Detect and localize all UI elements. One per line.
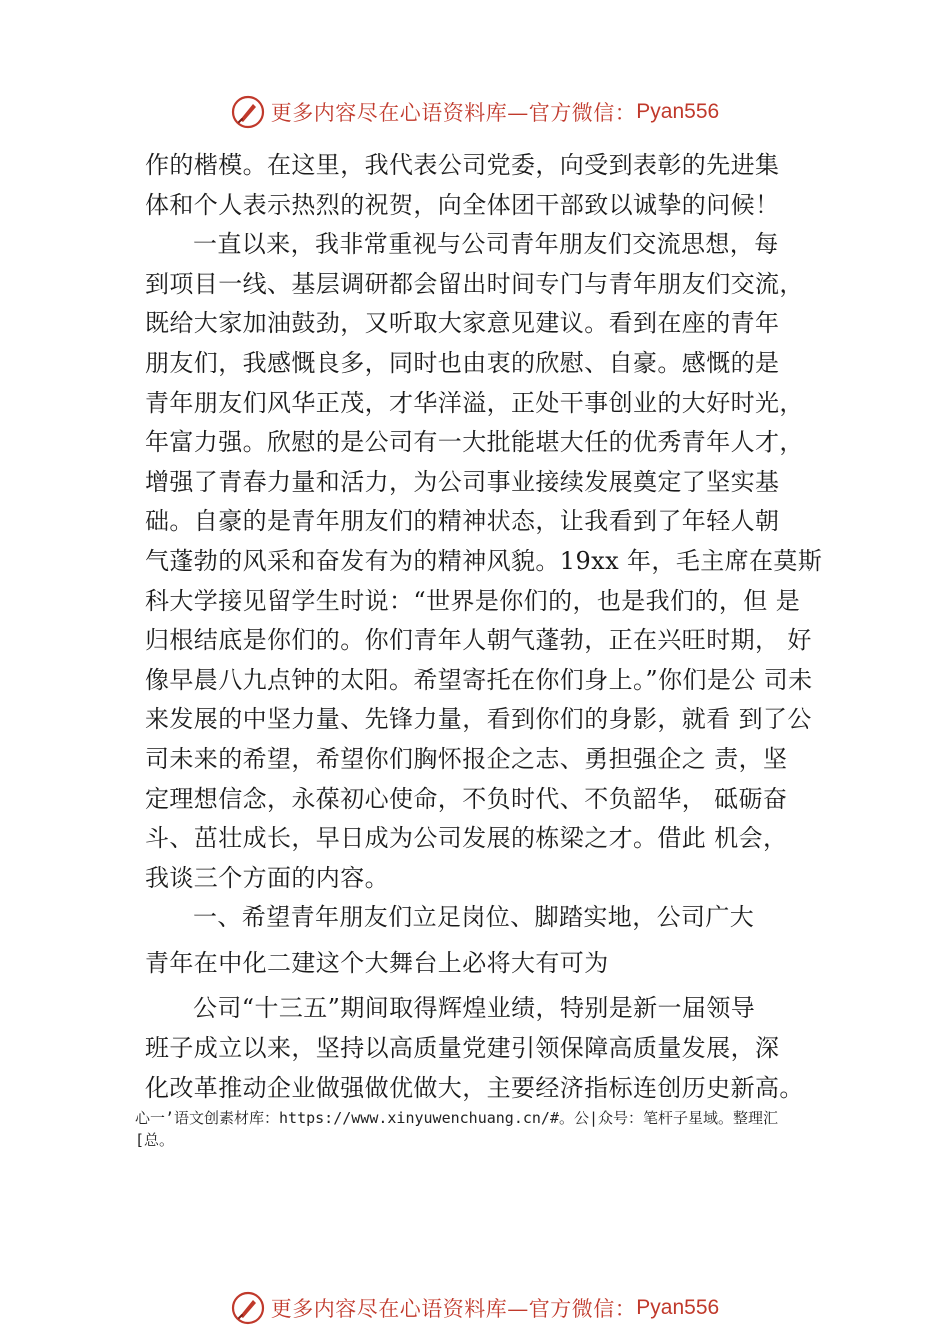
text-line: 定理想信念，永葆初心使命，不负时代、不负韶华， 砥砺奋 (145, 784, 788, 813)
text-line: 司未来的希望，希望你们胸怀报企之志、勇担强企之 责，坚 (145, 744, 788, 773)
text-line: 科大学接见留学生时说：“世界是你们的，也是我们的，但 是 (145, 586, 801, 615)
section-heading-line: 青年在中化二建这个大舞台上必将大有可为 (145, 948, 609, 977)
watermark-text: 更多内容尽在心语资料库—官方微信： (270, 1297, 637, 1321)
quill-pen-logo-icon (231, 1291, 265, 1325)
text-line: 增强了青春力量和活力，为公司事业接续发展奠定了坚实基 (145, 467, 780, 496)
text-line: 既给大家加油鼓劲，又听取大家意见建议。看到在座的青年 (145, 309, 780, 338)
text-line: 像早晨八九点钟的太阳。希望寄托在你们身上。”你们是公 司未 (145, 665, 813, 694)
text-line: 朋友们，我感慨良多，同时也由衷的欣慰、自豪。感慨的是 (145, 348, 780, 377)
section-heading-line: 一、希望青年朋友们立足岗位、脚踏实地，公司广大 (193, 903, 755, 932)
text-line: 础。自豪的是青年朋友们的精神状态，让我看到了年轻人朝 (145, 507, 780, 536)
text-line: 青年朋友们风华正茂，才华洋溢，正处干事创业的大好时光， (145, 388, 804, 417)
text-line: 归根结底是你们的。你们青年人朝气蓬勃，正在兴旺时期， 好 (145, 626, 812, 655)
header-watermark-banner (0, 92, 950, 132)
text-line: 化改革推动企业做强做优做大，主要经济指标连创历史新高。 (145, 1073, 804, 1102)
source-note (135, 1107, 835, 1151)
text-line: 到项目一线、基层调研都会留出时间专门与青年朋友们交流， (145, 269, 804, 298)
document-body (145, 146, 835, 1108)
source-note-line: [总。 (135, 1131, 175, 1149)
text-line: 班子成立以来，坚持以高质量党建引领保障高质量发展，深 (145, 1034, 780, 1063)
text-line: 气蓬勃的风采和奋发有为的精神风貌。19xx 年，毛主席在莫斯 (145, 546, 823, 575)
watermark-wechat-id: Pyan556 (636, 1296, 720, 1319)
text-line: 我谈三个方面的内容。 (145, 863, 389, 892)
watermark-text: 更多内容尽在心语资料库—官方微信： (270, 101, 637, 125)
paragraph-start-line: 公司“十三五”期间取得辉煌业绩，特别是新一届领导 (193, 994, 756, 1023)
source-note-line: 心一’语文创素材库：https://www.xinyuwenchuang.cn/#。公|众号：笔杆子星域。整理汇 (135, 1109, 779, 1127)
quill-pen-logo-icon (231, 95, 265, 129)
paragraph-start-line: 一直以来，我非常重视与公司青年朋友们交流思想，每 (193, 230, 779, 259)
watermark-wechat-id: Pyan556 (636, 100, 720, 123)
text-line: 来发展的中坚力量、先锋力量，看到你们的身影，就看 到了公 (145, 705, 812, 734)
footer-watermark-banner (0, 1288, 950, 1328)
text-line: 年富力强。欣慰的是公司有一大批能堪大任的优秀青年人才， (145, 428, 804, 457)
text-line: 体和个人表示热烈的祝贺，向全体团干部致以诚挚的问候！ (145, 190, 780, 219)
text-line: 斗、茁壮成长，早日成为公司发展的栋梁之才。借此 机会， (145, 824, 788, 853)
text-line: 作的楷模。在这里，我代表公司党委，向受到表彰的先进集 (145, 151, 780, 179)
